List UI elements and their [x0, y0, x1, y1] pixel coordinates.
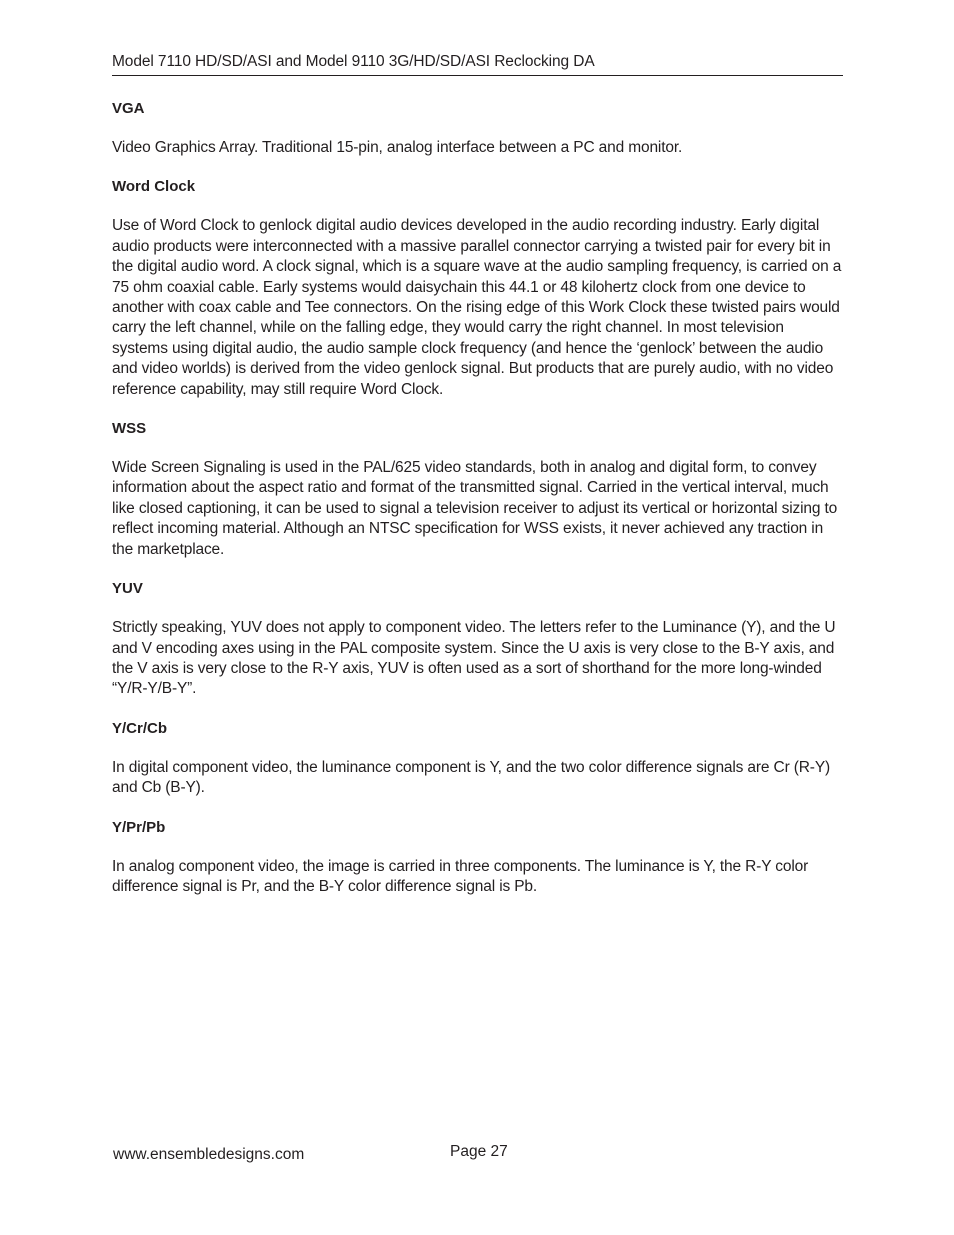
term-definition: Strictly speaking, YUV does not apply to component video. The letters refer to the Luminance (Y), and the U and V encoding axes using in the PAL composite system. Since the U axis is very close to the B-Y axis, and the V axis is very close to the R-Y axis, YUV is often used as a sort of shorthand for the more long-winded “Y/R-Y/B-Y”.	[112, 619, 836, 698]
page-number: Page 27	[450, 1143, 508, 1160]
glossary-entry-vga	[112, 99, 843, 158]
document-title: Model 7110 HD/SD/ASI and Model 9110 3G/HD/SD/ASI Reclocking DA	[112, 53, 595, 70]
footer-website-link[interactable]: www.ensembledesigns.com	[113, 1146, 305, 1163]
term-heading: Y/Cr/Cb	[112, 719, 168, 737]
glossary-entry-y-cr-cb	[112, 719, 843, 799]
term-heading: Y/Pr/Pb	[112, 818, 166, 836]
glossary-entry-yuv	[112, 579, 843, 700]
glossary-entry-wss	[112, 419, 843, 560]
glossary-entry-word-clock	[112, 177, 843, 400]
term-definition: In digital component video, the luminance component is Y, and the two color difference signals are Cr (R-Y) and Cb (B-Y).	[112, 758, 831, 797]
term-definition: Wide Screen Signaling is used in the PAL/625 video standards, both in analog and digital form, to convey information about the aspect ratio and format of the transmitted signal. Carried in the vertical interval, much like closed captioning, it can be used to signal a television receiver to adjust its vertical or horizontal sizing to reflect incoming material. Although an NTSC specification for WSS exists, it never achieved any traction in the marketplace.	[112, 459, 838, 558]
term-definition: Use of Word Clock to genlock digital audio devices developed in the audio recording industry. Early digital audio products were interconnected with a massive parallel connector carrying a twisted pair for every bit in the digital audio word. A clock signal, which is a square wave at the audio sampling frequency, is carried on a 75 ohm coaxial cable. Early systems would daisychain this 44.1 or 48 kilohertz clock from one device to another with coax cable and Tee connectors. On the rising edge of this Work Clock these twisted pairs would carry the left channel, while on the falling edge, they would carry the right channel. In most television systems using digital audio, the audio sample clock frequency (and hence the ‘genlock’ between the audio and video worlds) is derived from the video genlock signal. But products that are purely audio, with no video reference capability, may still require Word Clock.	[112, 217, 842, 398]
term-heading: VGA	[112, 100, 145, 117]
glossary-entry-y-pr-pb	[112, 818, 843, 898]
term-heading: WSS	[112, 420, 147, 438]
term-definition: In analog component video, the image is carried in three components. The luminance is Y, the R-Y color difference signal is Pr, and the B-Y color difference signal is Pb.	[112, 857, 809, 895]
page-header	[112, 52, 843, 76]
glossary-content	[112, 99, 843, 916]
term-definition: Video Graphics Array. Traditional 15-pin, analog interface between a PC and monitor.	[112, 139, 683, 156]
term-heading: YUV	[112, 580, 143, 598]
term-heading: Word Clock	[112, 178, 196, 196]
